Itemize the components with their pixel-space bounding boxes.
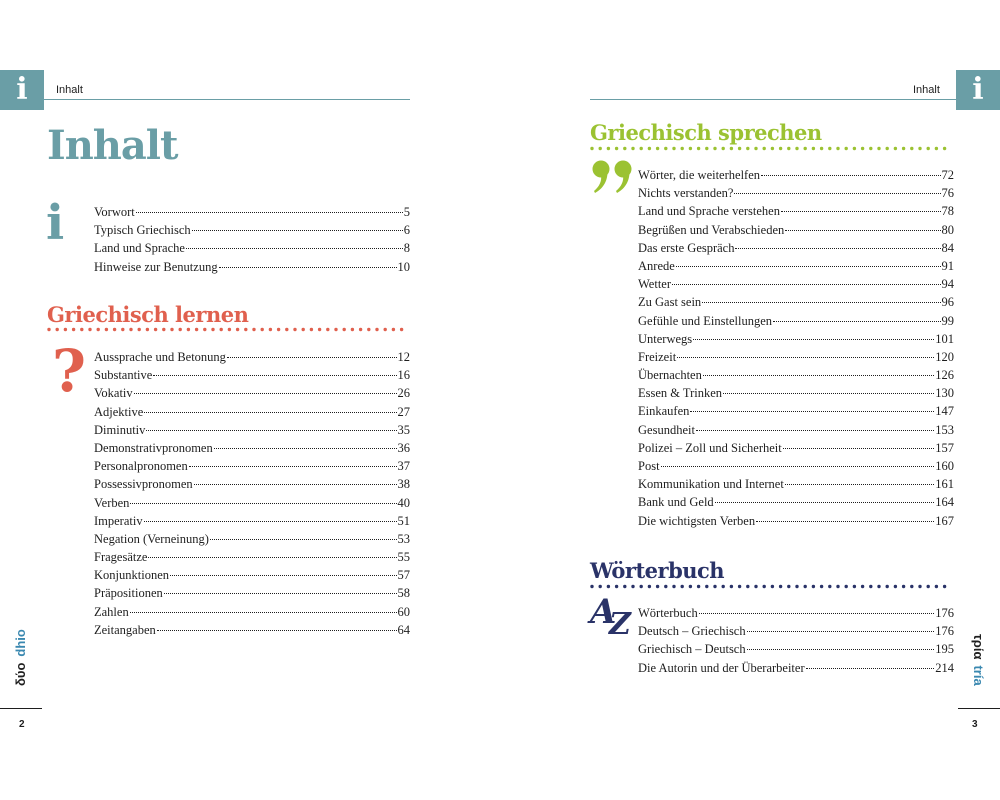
z-letter: Z [609, 607, 631, 642]
toc-entry-page: 167 [935, 513, 954, 528]
toc-entry-page: 101 [935, 331, 954, 346]
dot-leader [214, 448, 397, 449]
toc-entry-page: 55 [397, 550, 410, 565]
toc-entry[interactable] [638, 202, 954, 220]
dot-leader [756, 521, 934, 522]
dot-leader [703, 375, 934, 376]
toc-entry[interactable] [94, 439, 410, 457]
toc-entry[interactable] [638, 604, 954, 622]
toc-entry[interactable] [638, 640, 954, 658]
dot-leader [677, 357, 934, 358]
dot-leader [210, 539, 397, 540]
toc-entry-label: Hinweise zur Benutzung [94, 259, 218, 274]
toc-entry[interactable] [638, 475, 954, 493]
toc-entry-label: Wörterbuch [638, 606, 698, 620]
toc-entry-label: Anrede [638, 258, 675, 273]
toc-entry-page: 84 [941, 240, 954, 255]
dot-leader [747, 649, 935, 650]
dot-leader [781, 211, 941, 212]
toc-entry[interactable] [94, 384, 410, 402]
dot-leader [785, 230, 940, 231]
toc-entry-label: Griechisch – Deutsch [638, 642, 746, 657]
toc-entry-label: Substantive [94, 368, 153, 383]
toc-entry[interactable] [638, 402, 954, 420]
toc-entry-page: 53 [397, 531, 410, 546]
toc-entry-label: Vokativ [94, 386, 133, 401]
toc-entry-page: 160 [935, 459, 954, 473]
dot-leader [747, 631, 935, 632]
toc-entry-label: Zeitangaben [94, 622, 156, 637]
toc-entry-label: Imperativ [94, 513, 143, 528]
dot-leader [723, 393, 934, 394]
toc-entry[interactable] [638, 257, 954, 275]
toc-lernen-list [94, 348, 410, 639]
toc-entry[interactable] [94, 584, 410, 602]
toc-entry-page: 94 [941, 277, 954, 292]
toc-entry-page: 76 [941, 186, 954, 201]
toc-entry-page: 8 [403, 241, 410, 256]
dot-leader [164, 593, 397, 594]
question-mark-icon: ? [52, 337, 86, 405]
toc-entry-label: Die Autorin und der Überarbeiter [638, 660, 805, 675]
toc-entry-page: 126 [935, 368, 954, 383]
info-icon: i [46, 195, 65, 251]
quote-marks-icon [592, 160, 638, 194]
toc-entry-page: 35 [397, 422, 410, 437]
toc-entry-page: 161 [935, 477, 954, 492]
dot-leader [672, 284, 940, 285]
toc-entry-page: 5 [403, 205, 410, 219]
toc-entry[interactable] [94, 621, 410, 639]
toc-entry-page: 37 [397, 459, 410, 474]
toc-entry[interactable] [94, 475, 410, 493]
toc-entry-label: Das erste Gespräch [638, 240, 735, 255]
dot-leader [144, 521, 397, 522]
a-z-icon [590, 592, 636, 644]
toc-entry-label: Demonstrativpronomen [94, 440, 213, 455]
a-letter: A [590, 592, 617, 632]
info-tab-badge: i [956, 70, 1000, 110]
toc-entry-label: Gesundheit [638, 422, 695, 437]
toc-entry-page: 130 [935, 386, 954, 401]
toc-entry-page: 26 [397, 386, 410, 401]
toc-entry[interactable] [94, 403, 410, 421]
toc-sprechen-list [638, 166, 954, 530]
toc-entry-label: Essen & Trinken [638, 386, 723, 401]
dot-leader [130, 612, 397, 613]
dot-leader [761, 175, 940, 176]
dot-leader [735, 248, 940, 249]
toc-entry-page: 147 [935, 404, 954, 419]
toc-entry[interactable] [638, 457, 954, 475]
toc-entry[interactable] [638, 366, 954, 384]
dot-leader [148, 557, 396, 558]
transliteration: dhio [13, 629, 28, 657]
toc-entry[interactable] [94, 203, 410, 221]
toc-entry-label: Zu Gast sein [638, 295, 702, 310]
toc-entry[interactable] [94, 239, 410, 257]
side-rule [958, 708, 1000, 709]
toc-entry-label: Gefühle und Einstellungen [638, 313, 772, 328]
toc-entry-label: Diminutiv [94, 422, 146, 437]
dot-leader [783, 448, 935, 449]
section-heading-lernen: Griechisch lernen [47, 302, 249, 327]
dot-leader [153, 375, 396, 376]
toc-entry-page: 51 [397, 513, 410, 528]
toc-entry-label: Adjektive [94, 404, 144, 419]
page-number: 2 [19, 719, 25, 730]
toc-entry[interactable] [94, 512, 410, 530]
dot-leader [699, 613, 935, 614]
dot-leader [186, 248, 403, 249]
dotted-divider [47, 327, 411, 332]
toc-entry[interactable] [638, 421, 954, 439]
header-rule [44, 99, 410, 100]
dotted-divider [590, 584, 954, 589]
toc-entry-label: Wörter, die weiterhelfen [638, 168, 761, 182]
dot-leader [146, 430, 396, 431]
toc-entry-label: Kommunikation und Internet [638, 477, 784, 492]
toc-entry[interactable] [94, 366, 410, 384]
transliteration: tría [971, 665, 986, 686]
toc-entry[interactable] [638, 330, 954, 348]
toc-entry[interactable] [638, 275, 954, 293]
dot-leader [785, 484, 934, 485]
info-tab-badge: i [0, 70, 44, 110]
toc-entry-page: 16 [397, 368, 410, 383]
section-heading-sprechen: Griechisch sprechen [590, 120, 822, 145]
toc-entry-page: 153 [935, 422, 954, 437]
toc-entry-page: 27 [397, 404, 410, 419]
toc-entry-page: 214 [935, 660, 954, 675]
dotted-divider [590, 146, 954, 151]
toc-entry[interactable] [638, 348, 954, 366]
dot-leader [144, 412, 396, 413]
toc-entry-page: 12 [397, 350, 410, 364]
greek-number: δύο [13, 662, 28, 686]
toc-entry[interactable] [638, 312, 954, 330]
toc-entry-page: 176 [935, 606, 954, 620]
toc-entry[interactable] [638, 221, 954, 239]
toc-entry-label: Typisch Griechisch [94, 223, 191, 238]
toc-entry[interactable] [94, 221, 410, 239]
toc-entry[interactable] [94, 548, 410, 566]
toc-entry-label: Deutsch – Griechisch [638, 624, 746, 639]
toc-entry-label: Konjunktionen [94, 568, 169, 583]
toc-entry[interactable] [638, 384, 954, 402]
toc-entry[interactable] [638, 622, 954, 640]
toc-entry-label: Polizei – Zoll und Sicherheit [638, 440, 782, 455]
toc-entry[interactable] [638, 512, 954, 530]
toc-entry[interactable] [94, 494, 410, 512]
dot-leader [189, 466, 397, 467]
dot-leader [157, 630, 397, 631]
dot-leader [806, 668, 935, 669]
running-header: Inhalt [913, 84, 940, 96]
toc-entry[interactable] [94, 348, 410, 366]
toc-entry-page: 78 [941, 204, 954, 219]
greek-number: τρία [971, 634, 986, 660]
toc-entry-label: Unterwegs [638, 331, 693, 346]
dot-leader [192, 230, 403, 231]
toc-entry-page: 195 [935, 642, 954, 657]
toc-entry-page: 176 [935, 624, 954, 639]
toc-entry-label: Verben [94, 495, 130, 510]
dot-leader [702, 302, 940, 303]
toc-entry-label: Negation (Verneinung) [94, 531, 209, 546]
header-rule [590, 99, 956, 100]
dot-leader [170, 575, 397, 576]
running-header: Inhalt [56, 84, 83, 96]
toc-entry-label: Possessivpronomen [94, 477, 193, 492]
dot-leader [130, 503, 396, 504]
toc-intro-list [94, 203, 410, 276]
page-number: 3 [972, 719, 978, 730]
toc-entry[interactable] [638, 184, 954, 202]
toc-entry-page: 99 [941, 313, 954, 328]
dot-leader [676, 266, 941, 267]
toc-entry[interactable] [638, 293, 954, 311]
toc-entry-label: Einkaufen [638, 404, 690, 419]
toc-entry[interactable] [94, 603, 410, 621]
toc-entry[interactable] [638, 166, 954, 184]
toc-entry-label: Land und Sprache verstehen [638, 204, 780, 219]
side-rule [0, 708, 42, 709]
dot-leader [227, 357, 397, 358]
toc-entry-page: 91 [941, 258, 954, 273]
dot-leader [690, 411, 934, 412]
toc-entry-page: 72 [941, 168, 954, 182]
toc-entry-label: Begrüßen und Verabschieden [638, 222, 785, 237]
toc-entry-label: Personalpronomen [94, 459, 188, 474]
toc-entry[interactable] [94, 530, 410, 548]
toc-entry[interactable] [94, 566, 410, 584]
toc-entry-page: 40 [397, 495, 410, 510]
toc-woerterbuch-list [638, 604, 954, 677]
toc-entry-page: 80 [941, 222, 954, 237]
dot-leader [734, 193, 940, 194]
toc-entry-label: Präpositionen [94, 586, 163, 601]
toc-entry[interactable] [638, 239, 954, 257]
toc-entry-label: Freizeit [638, 349, 677, 364]
side-number-word [13, 629, 28, 686]
toc-entry-label: Land und Sprache [94, 241, 185, 256]
toc-entry[interactable] [94, 457, 410, 475]
toc-entry-label: Übernachten [638, 368, 702, 383]
toc-entry-label: Nichts verstanden? [638, 186, 734, 201]
side-number-word [971, 634, 986, 686]
toc-entry-label: Die wichtigsten Verben [638, 513, 756, 528]
toc-entry-page: 58 [397, 586, 410, 601]
toc-entry-page: 164 [935, 495, 954, 510]
toc-entry-label: Vorwort [94, 205, 135, 219]
toc-entry-label: Wetter [638, 277, 672, 292]
toc-entry-page: 64 [397, 622, 410, 637]
dot-leader [194, 484, 397, 485]
toc-entry-page: 57 [397, 568, 410, 583]
dot-leader [661, 466, 935, 467]
toc-entry-label: Bank und Geld [638, 495, 714, 510]
toc-entry[interactable] [638, 493, 954, 511]
dot-leader [715, 502, 935, 503]
toc-entry-page: 60 [397, 604, 410, 619]
dot-leader [219, 267, 397, 268]
toc-entry-page: 6 [403, 223, 410, 238]
dot-leader [773, 321, 941, 322]
toc-entry-label: Zahlen [94, 604, 129, 619]
dot-leader [134, 393, 397, 394]
toc-entry-page: 157 [935, 440, 954, 455]
toc-entry-page: 96 [941, 295, 954, 310]
section-heading-woerterbuch: Wörterbuch [590, 558, 725, 583]
dot-leader [136, 212, 403, 213]
toc-entry-page: 120 [935, 349, 954, 364]
toc-entry-page: 38 [397, 477, 410, 492]
toc-entry-page: 36 [397, 440, 410, 455]
dot-leader [696, 430, 934, 431]
toc-entry-label: Aussprache und Betonung [94, 350, 226, 364]
dot-leader [693, 339, 934, 340]
toc-entry-page: 10 [397, 259, 410, 274]
toc-entry-label: Fragesätze [94, 550, 148, 565]
toc-entry[interactable] [638, 659, 954, 677]
toc-entry[interactable] [94, 258, 410, 276]
toc-entry-label: Post [638, 459, 660, 473]
toc-entry[interactable] [638, 439, 954, 457]
page-title: Inhalt [47, 122, 178, 169]
toc-entry[interactable] [94, 421, 410, 439]
